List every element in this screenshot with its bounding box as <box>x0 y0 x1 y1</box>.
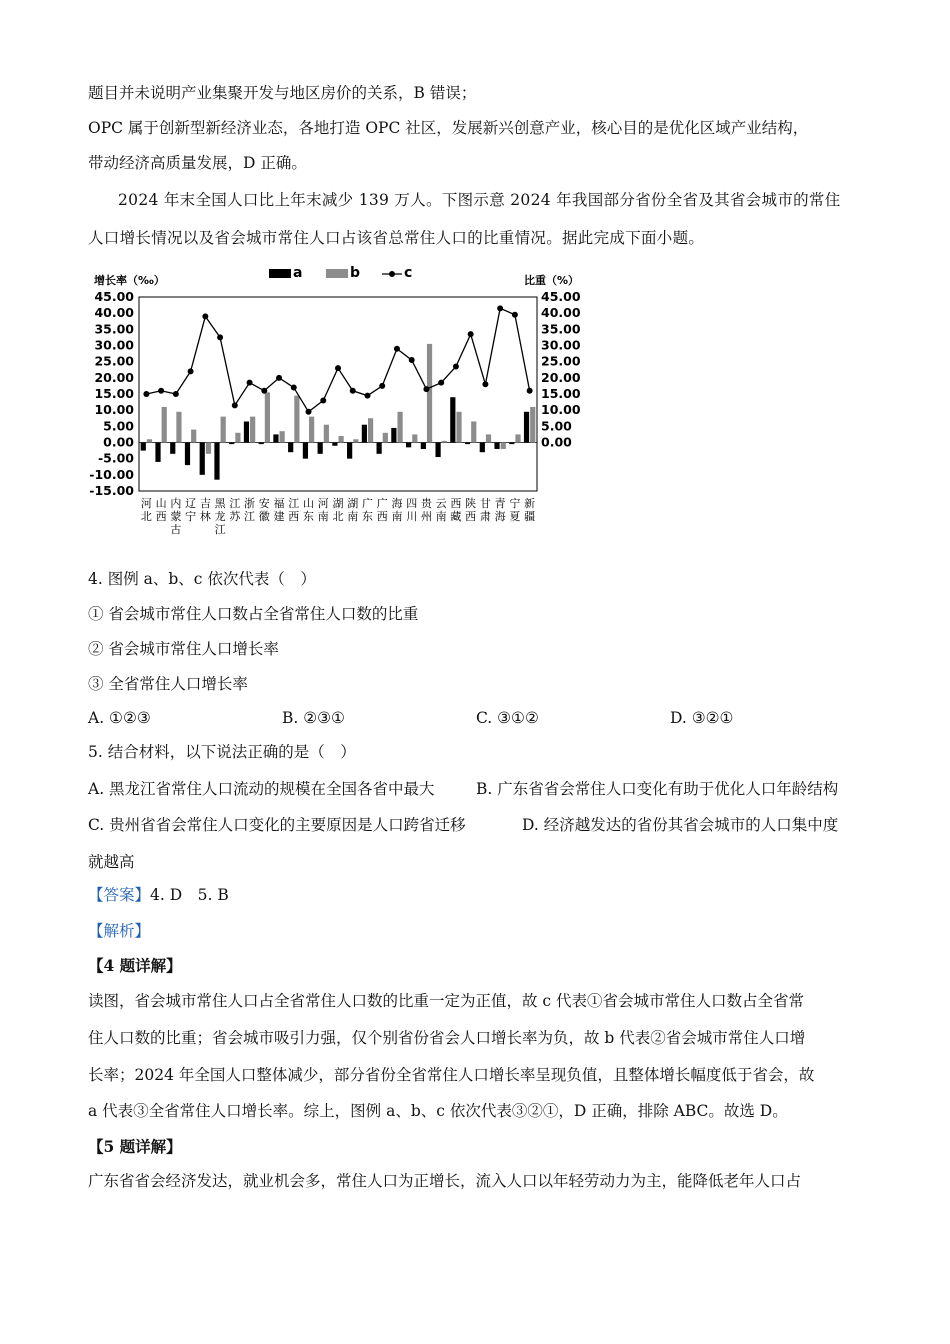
series-c-point <box>409 357 415 363</box>
bar-a <box>170 443 175 454</box>
q4-option-a: A. ①②③ <box>88 709 151 727</box>
detail-4-line: 长率；2024 年全国人口整体减少，部分省份全省常住人口增长率呈现负值，且整体增长幅度低于省会，故 <box>88 1066 815 1084</box>
q4-option-b: B. ②③① <box>282 709 345 727</box>
right-tick-label: 20.00 <box>541 369 581 385</box>
right-tick-label: 0.00 <box>541 434 572 450</box>
population-chart <box>86 262 581 544</box>
category-label: 江西 <box>288 497 300 523</box>
category-label: 青海 <box>494 497 506 523</box>
series-c-point <box>423 386 429 392</box>
series-c-point <box>143 391 149 397</box>
answer-text: 4. D 5. B <box>150 886 229 904</box>
left-tick-label: 45.00 <box>94 289 134 304</box>
left-tick-label: 5.00 <box>103 418 134 434</box>
right-tick-label: 35.00 <box>541 321 581 337</box>
series-c-point <box>438 380 444 386</box>
category-label: 广西 <box>376 497 388 523</box>
bar-b <box>206 443 211 454</box>
bar-b <box>353 439 358 442</box>
right-axis-title: 比重（%） <box>524 274 580 287</box>
q5-option-d: D. 经济越发达的省份其省会城市的人口集中度 <box>522 816 839 834</box>
bar-a <box>318 443 323 454</box>
bar-b <box>383 433 388 443</box>
right-tick-label: 45.00 <box>541 289 581 304</box>
bar-b <box>280 431 285 442</box>
legend-a-label: a <box>293 265 303 281</box>
category-label: 宁夏 <box>509 497 521 523</box>
bar-b <box>515 434 520 442</box>
q5-option-d-cont: 就越高 <box>88 853 135 871</box>
category-label: 内蒙古 <box>170 497 182 536</box>
category-label: 湖南 <box>347 497 359 523</box>
q4-item: ③ 全省常住人口增长率 <box>88 675 248 693</box>
legend-b-swatch <box>326 269 348 278</box>
series-c-point <box>364 393 370 399</box>
series-c-point <box>394 346 400 352</box>
bar-b <box>221 417 226 443</box>
bar-b <box>294 396 299 443</box>
series-c-point <box>497 305 503 311</box>
category-label: 云南 <box>435 497 447 523</box>
bar-a <box>494 443 499 449</box>
q4-option-d: D. ③②① <box>670 709 734 727</box>
legend-c-marker <box>389 271 395 277</box>
q5-option-b: B. 广东省省会常住人口变化有助于优化人口年龄结构 <box>476 780 839 798</box>
q4-option-c: C. ③①② <box>476 709 539 727</box>
series-c-point <box>512 312 518 318</box>
category-label: 山西 <box>155 497 167 523</box>
bar-b <box>530 407 535 443</box>
series-c-point <box>202 313 208 319</box>
bar-b <box>250 417 255 443</box>
category-label: 山东 <box>303 497 315 523</box>
right-tick-label: 25.00 <box>541 353 581 369</box>
bar-a <box>421 443 426 449</box>
category-label: 西藏 <box>450 497 462 523</box>
plot-frame <box>139 297 537 491</box>
left-tick-label: -10.00 <box>89 466 134 482</box>
bar-b <box>501 443 506 449</box>
left-axis-title: 增长率（‰） <box>94 274 165 287</box>
category-label: 甘肃 <box>479 497 491 523</box>
bar-b <box>486 434 491 442</box>
category-label: 安徽 <box>258 497 270 523</box>
category-label: 河南 <box>317 497 329 523</box>
bar-b <box>191 430 196 443</box>
series-c-point <box>291 385 297 391</box>
left-tick-label: 35.00 <box>94 321 134 337</box>
category-label: 浙江 <box>244 497 256 523</box>
category-label: 湖北 <box>332 497 344 523</box>
intro-line: 人口增长情况以及省会城市常住人口占该省总常住人口的比重情况。据此完成下面小题。 <box>88 229 705 247</box>
category-label: 新疆 <box>524 497 536 523</box>
bar-a <box>141 443 146 451</box>
series-c-point <box>188 368 194 374</box>
bar-a <box>273 434 278 442</box>
bar-b <box>265 392 270 442</box>
category-label: 四川 <box>406 497 418 523</box>
bar-b <box>368 418 373 442</box>
bar-b <box>442 441 447 443</box>
bar-b <box>427 344 432 443</box>
bar-a <box>155 443 160 462</box>
bar-a <box>185 443 190 466</box>
text-line: OPC 属于创新型新经济业态，各地打造 OPC 社区，发展新兴创意产业，核心目的是优化区域产业结构， <box>88 119 809 137</box>
answer-line <box>88 884 229 906</box>
category-label: 黑龙江 <box>214 497 226 536</box>
right-tick-label: 30.00 <box>541 337 581 353</box>
detail-4-line: 读图，省会城市常住人口占全省常住人口数的比重一定为正值，故 c 代表①省会城市常住人口数占全省常 <box>88 992 805 1010</box>
detail-4-line: 住人口数的比重；省会城市吸引力强，仅个别省份省会人口增长率为负，故 b 代表②省会城市常住人口增 <box>88 1029 806 1047</box>
category-label: 海南 <box>391 497 403 523</box>
category-label: 河北 <box>140 497 152 523</box>
bar-b <box>309 417 314 443</box>
category-label: 广东 <box>361 497 373 523</box>
legend-c-label: c <box>404 265 413 281</box>
series-c-point <box>482 381 488 387</box>
detail-5-line: 广东省省会经济发达，就业机会多，常住人口为正增长，流入人口以年轻劳动力为主，能降低老年人口占 <box>88 1172 802 1190</box>
text-line: 带动经济高质量发展，D 正确。 <box>88 154 307 172</box>
bar-b <box>412 434 417 442</box>
right-tick-label: 5.00 <box>541 418 572 434</box>
bar-a <box>347 443 352 459</box>
bar-a <box>391 428 396 443</box>
analysis-tag: 【解析】 <box>88 922 151 940</box>
series-c-point <box>306 409 312 415</box>
series-c-point <box>232 402 238 408</box>
left-tick-label: 0.00 <box>103 434 134 450</box>
left-tick-label: 20.00 <box>94 369 134 385</box>
bar-a <box>480 443 485 453</box>
q4-stem: 4. 图例 a、b、c 依次代表（ ） <box>88 570 316 588</box>
series-c-point <box>276 375 282 381</box>
left-tick-label: 25.00 <box>94 353 134 369</box>
detail-4-title: 【4 题详解】 <box>88 956 182 975</box>
left-tick-label: 40.00 <box>94 305 134 321</box>
bar-a <box>229 443 234 445</box>
bar-b <box>324 425 329 443</box>
series-c-point <box>453 364 459 370</box>
category-label: 贵州 <box>420 497 432 523</box>
bar-a <box>288 443 293 453</box>
series-c-point <box>350 388 356 394</box>
category-label: 吉林 <box>199 497 211 523</box>
bar-b <box>235 433 240 443</box>
bar-b <box>339 436 344 442</box>
left-tick-label: 10.00 <box>94 402 134 418</box>
series-c-point <box>379 383 385 389</box>
bar-b <box>471 421 476 442</box>
bar-a <box>450 397 455 442</box>
bar-a <box>524 412 529 443</box>
bar-b <box>162 407 167 443</box>
bar-a <box>406 443 411 448</box>
series-c-line <box>146 308 529 411</box>
bar-a <box>332 443 337 446</box>
q4-item: ① 省会城市常住人口数占全省常住人口数的比重 <box>88 605 419 623</box>
category-label: 陕西 <box>465 497 477 523</box>
series-c-point <box>173 391 179 397</box>
left-tick-label: -5.00 <box>97 450 134 466</box>
q5-option-c: C. 贵州省省会常住人口变化的主要原因是人口跨省迁移 <box>88 816 466 834</box>
bar-a <box>362 425 367 443</box>
bar-a <box>214 443 219 480</box>
right-tick-label: 40.00 <box>541 305 581 321</box>
category-label: 福建 <box>273 497 285 523</box>
series-c-point <box>468 331 474 337</box>
series-c-point <box>320 397 326 403</box>
left-tick-label: 15.00 <box>94 386 134 401</box>
intro-line: 2024 年末全国人口比上年末减少 139 万人。下图示意 2024 年我国部分省份全省及其省会城市的常住 <box>118 191 841 209</box>
q5-option-a: A. 黑龙江省常住人口流动的规模在全国各省中最大 <box>88 780 435 798</box>
bar-a <box>200 443 205 475</box>
bar-a <box>244 421 249 442</box>
detail-4-line: a 代表③全省常住人口增长率。综上，图例 a、b、c 依次代表③②①，D 正确，排除 ABC。故选 D。 <box>88 1102 788 1120</box>
series-c-point <box>247 380 253 386</box>
detail-5-title: 【5 题详解】 <box>88 1137 182 1156</box>
bar-a <box>435 443 440 458</box>
category-label: 辽宁 <box>185 497 197 523</box>
q4-item: ② 省会城市常住人口增长率 <box>88 640 279 658</box>
legend-a-swatch <box>269 269 291 278</box>
bar-b <box>397 412 402 443</box>
series-c-point <box>217 334 223 340</box>
legend-b-label: b <box>350 265 361 281</box>
left-tick-label: 30.00 <box>94 337 134 353</box>
bar-a <box>377 443 382 454</box>
left-tick-label: -15.00 <box>89 483 134 498</box>
bar-a <box>303 443 308 459</box>
bar-b <box>176 412 181 443</box>
bar-b <box>147 439 152 442</box>
series-c-point <box>527 388 533 394</box>
series-c-point <box>158 388 164 394</box>
series-c-point <box>335 365 341 371</box>
right-tick-label: 15.00 <box>541 386 581 401</box>
category-label: 江苏 <box>229 497 241 523</box>
bar-a <box>465 443 470 445</box>
q5-stem: 5. 结合材料，以下说法正确的是（ ） <box>88 743 356 761</box>
bar-a <box>509 443 514 445</box>
bar-a <box>259 443 264 445</box>
answer-tag: 【答案】 <box>88 886 151 904</box>
text-line: 题目并未说明产业集聚开发与地区房价的关系，B 错误； <box>88 84 477 102</box>
right-tick-label: 10.00 <box>541 402 581 418</box>
series-c-point <box>261 388 267 394</box>
bar-b <box>456 412 461 443</box>
